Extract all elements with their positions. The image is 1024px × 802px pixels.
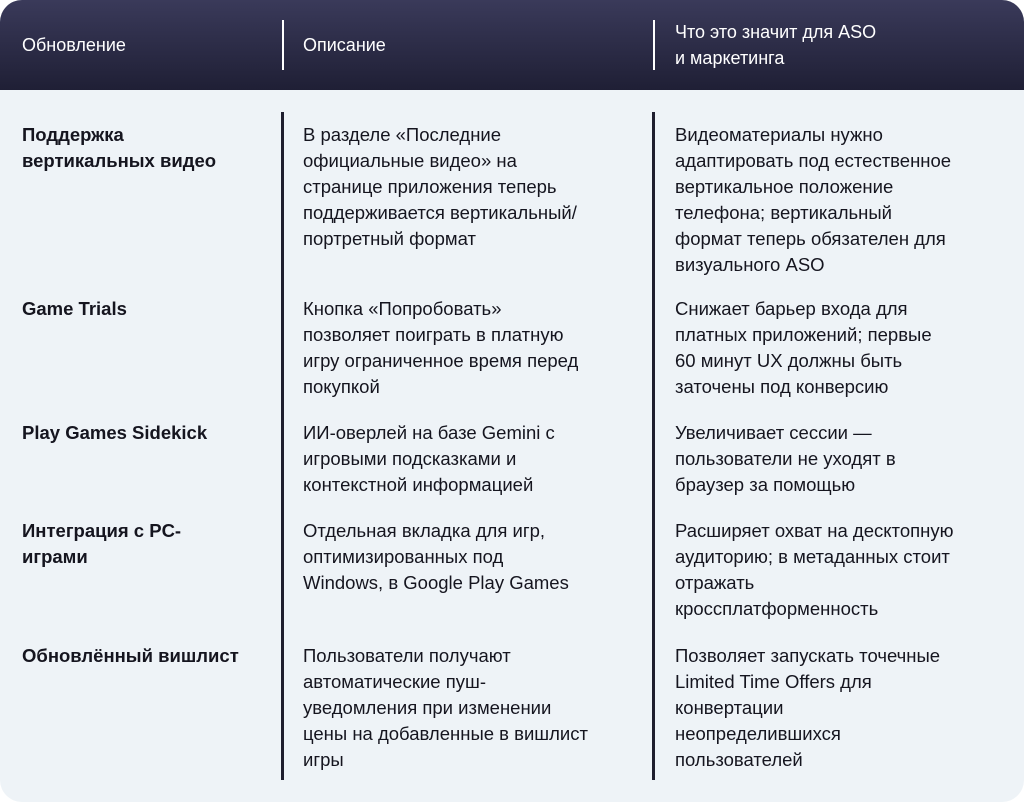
row-impact xyxy=(675,122,1020,278)
header-impact-line: Что это значит для ASO xyxy=(675,22,877,42)
text-line: Интеграция с PC- xyxy=(22,520,182,541)
text-line: Пользователи получают xyxy=(303,645,511,666)
row-impact xyxy=(675,518,1020,622)
row-description xyxy=(303,518,643,596)
header-impact-line: и маркетинга xyxy=(675,48,785,68)
text-line: Windows, в Google Play Games xyxy=(303,572,569,593)
text-line: Видеоматериалы нужно xyxy=(675,124,883,145)
text-line: ИИ-оверлей на базе Gemini с xyxy=(303,422,555,443)
text-line: поддерживается вертикальный/ xyxy=(303,202,577,223)
text-line: заточены под конверсию xyxy=(675,376,889,397)
text-line: уведомления при изменении xyxy=(303,697,552,718)
column-divider xyxy=(652,112,655,780)
text-line: кроссплатформенность xyxy=(675,598,879,619)
text-line: 60 минут UX должны быть xyxy=(675,350,903,371)
text-line: играми xyxy=(22,546,88,567)
text-line: Расширяет охват на десктопную xyxy=(675,520,954,541)
text-line: платных приложений; первые xyxy=(675,324,932,345)
row-description xyxy=(303,122,643,252)
text-line: официальные видео» на xyxy=(303,150,517,171)
text-line: пользователей xyxy=(675,749,803,770)
header-divider xyxy=(282,20,284,70)
text-line: цены на добавленные в вишлист xyxy=(303,723,588,744)
text-line: конвертации xyxy=(675,697,784,718)
row-description xyxy=(303,296,643,400)
row-update xyxy=(22,643,274,669)
text-line: аудиторию; в метаданных стоит xyxy=(675,546,950,567)
text-line: Снижает барьер входа для xyxy=(675,298,908,319)
header-description: Описание xyxy=(303,35,386,55)
text-line: Поддержка xyxy=(22,124,124,145)
text-line: игру ограниченное время перед xyxy=(303,350,579,371)
text-line: позволяет поиграть в платную xyxy=(303,324,564,345)
row-update xyxy=(22,296,274,322)
row-impact xyxy=(675,296,1020,400)
column-divider xyxy=(281,112,284,780)
text-line: контекстной информацией xyxy=(303,474,534,495)
row-description xyxy=(303,643,643,773)
row-update xyxy=(22,518,274,570)
text-line: Увеличивает сессии — xyxy=(675,422,872,443)
text-line: оптимизированных под xyxy=(303,546,504,567)
text-line: Позволяет запускать точечные xyxy=(675,645,941,666)
text-line: отражать xyxy=(675,572,755,593)
text-line: автоматические пуш- xyxy=(303,671,486,692)
text-line: Кнопка «Попробовать» xyxy=(303,298,502,319)
text-line: телефона; вертикальный xyxy=(675,202,892,223)
header-update: Обновление xyxy=(22,35,126,55)
text-line: вертикальных видео xyxy=(22,150,217,171)
text-line: странице приложения теперь xyxy=(303,176,557,197)
header-impact xyxy=(675,0,876,90)
text-line: покупкой xyxy=(303,376,380,397)
row-impact xyxy=(675,643,1020,773)
text-line: Limited Time Offers для xyxy=(675,671,872,692)
text-line: пользователи не уходят в xyxy=(675,448,896,469)
table-header xyxy=(0,0,1024,90)
header-divider xyxy=(653,20,655,70)
text-line: браузер за помощью xyxy=(675,474,856,495)
text-line: Play Games Sidekick xyxy=(22,422,208,443)
text-line: портретный формат xyxy=(303,228,476,249)
text-line: Отдельная вкладка для игр, xyxy=(303,520,546,541)
text-line: формат теперь обязателен для xyxy=(675,228,946,249)
text-line: игровыми подсказками и xyxy=(303,448,517,469)
row-update xyxy=(22,122,274,174)
text-line: игры xyxy=(303,749,344,770)
text-line: В разделе «Последние xyxy=(303,124,502,145)
text-line: Game Trials xyxy=(22,298,127,319)
row-update xyxy=(22,420,274,446)
row-description xyxy=(303,420,643,498)
text-line: визуального ASO xyxy=(675,254,825,275)
row-impact xyxy=(675,420,1020,498)
text-line: неопределившихся xyxy=(675,723,841,744)
text-line: адаптировать под естественное xyxy=(675,150,952,171)
text-line: Обновлённый вишлист xyxy=(22,645,239,666)
text-line: вертикальное положение xyxy=(675,176,894,197)
